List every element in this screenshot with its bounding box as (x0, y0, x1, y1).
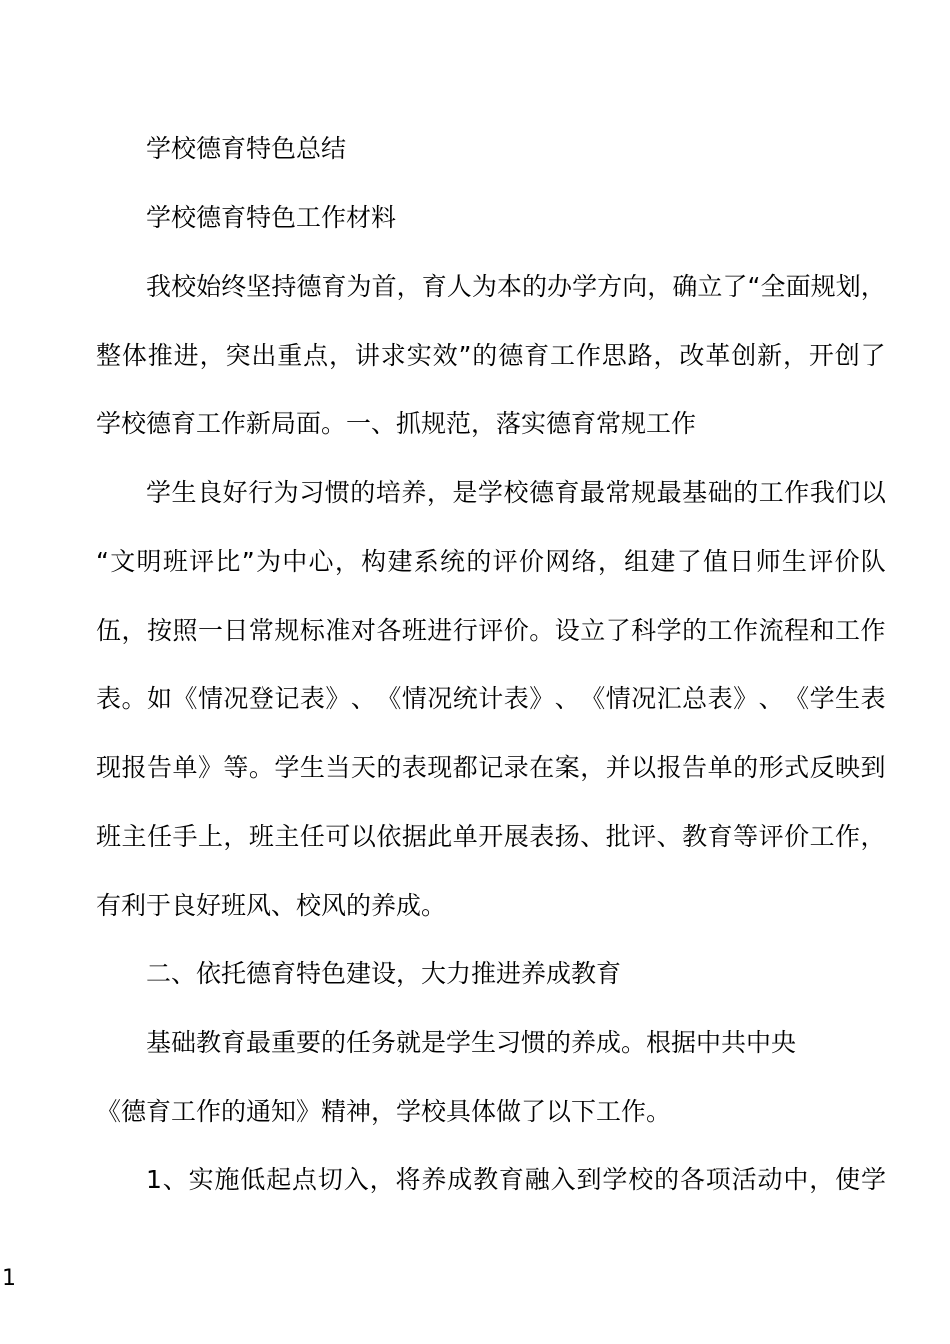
paragraph-line: 《德育工作的通知》精神，学校具体做了以下工作。 (96, 1097, 672, 1126)
document-subtitle: 学校德育特色工作材料 (146, 203, 397, 232)
paragraph-line: 伍 ， 按 照 一 日 常 规 标 准 对 各 班 进 行 评 价 。 设 立 了 科 学 的 工 作 流 程 和 工 作 (96, 616, 886, 645)
paragraph-line: 基础教育最重要的任务就是学生习惯的养成。根据中共中央 (146, 1028, 797, 1057)
paragraph-line: 学 生 良 好 行 为 习 惯 的 培 养 ， 是 学 校 德 育 最 常 规 最 基 础 的 工 作 我 们 以 (146, 478, 886, 507)
section-heading: 二、依托德育特色建设，大力推进养成教育 (146, 959, 622, 988)
paragraph-line: 班 主 任 手 上 ， 班 主 任 可 以 依 据 此 单 开 展 表 扬 、 批 评 、 教 育 等 评 价 工 作 ， (96, 822, 886, 851)
page-number: 1 (2, 1266, 16, 1291)
paragraph-line: 有利于良好班风、校风的养成。 (96, 891, 447, 920)
paragraph-line: 1 、 实 施 低 起 点 切 入 ， 将 养 成 教 育 融 入 到 学 校 的 各 项 活 动 中 ， 使 学 (146, 1165, 886, 1194)
paragraph-line: 我 校 始 终 坚 持 德 育 为 首 ， 育 人 为 本 的 办 学 方 向 ， 确 立 了 “ 全 面 规 划 ， (146, 272, 886, 301)
document-title: 学校德育特色总结 (146, 134, 347, 163)
paragraph-line: 现 报 告 单 》 等 。 学 生 当 天 的 表 现 都 记 录 在 案 ， 并 以 报 告 单 的 形 式 反 映 到 (96, 753, 886, 782)
paragraph-line: 整 体 推 进 ， 突 出 重 点 ， 讲 求 实 效 ” 的 德 育 工 作 思 路 ， 改 革 创 新 ， 开 创 了 (96, 341, 886, 370)
paragraph-line: “ 文 明 班 评 比 ” 为 中 心 ， 构 建 系 统 的 评 价 网 络 ， 组 建 了 值 日 师 生 评 价 队 (96, 547, 886, 576)
paragraph-line: 表 。 如 《 情 况 登 记 表 》 、 《 情 况 统 计 表 》 、 《 情 况 汇 总 表 》 、 《 学 生 表 (96, 684, 886, 713)
paragraph-line: 学校德育工作新局面。一、抓规范，落实德育常规工作 (96, 409, 697, 438)
